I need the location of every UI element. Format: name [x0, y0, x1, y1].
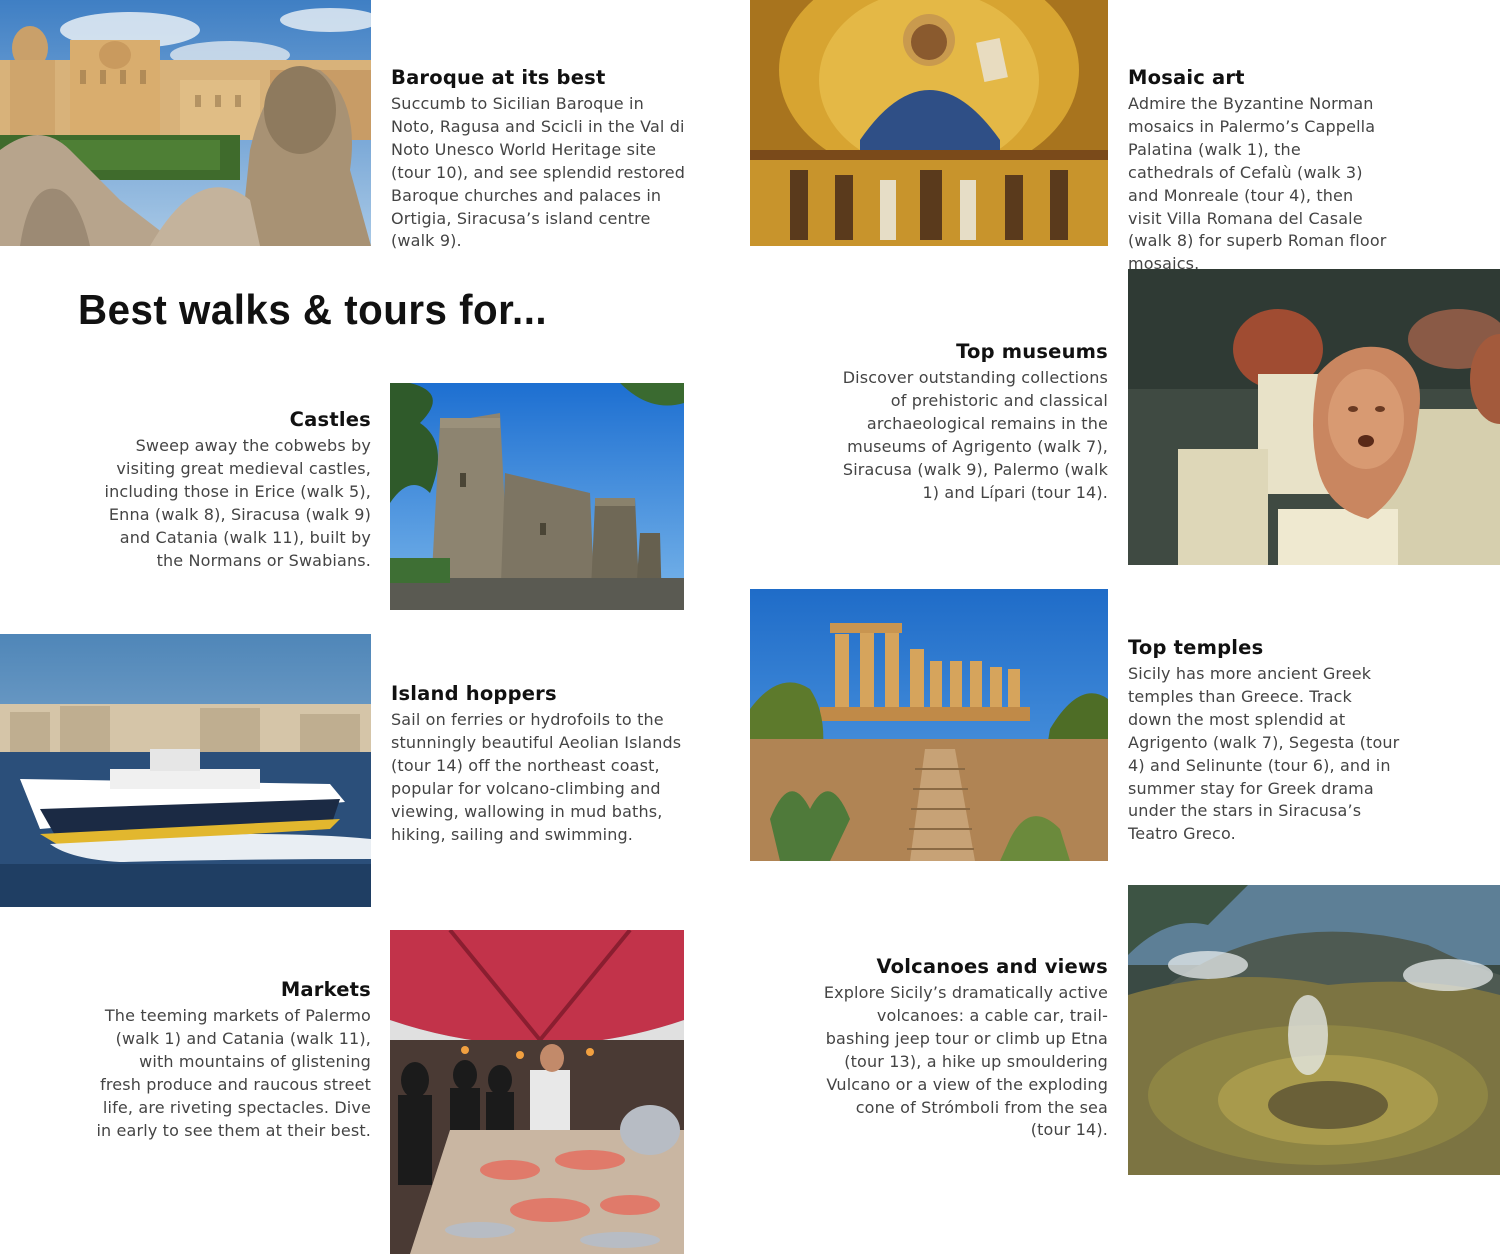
island-title: Island hoppers	[391, 682, 557, 705]
mosaic-title: Mosaic art	[1128, 66, 1245, 89]
ferry-photo	[0, 634, 371, 907]
baroque-section	[391, 66, 691, 253]
castles-title: Castles	[289, 408, 371, 431]
ferry-brand-text: LIBERTY lines	[128, 792, 190, 802]
island-section	[391, 682, 683, 846]
baroque-photo	[0, 0, 371, 246]
island-text: Sail on ferries or hydrofoils to the stunningly beautiful Aeolian Islands (tour 14) off the northeast coast, popular for volcano-climbing and viewing, wallowing in mud baths, hiking, sailing and swimming.	[391, 710, 682, 844]
mosaic-photo	[750, 0, 1108, 246]
temples-section	[1128, 636, 1400, 846]
volcano-photo	[1128, 885, 1500, 1175]
museums-text: Discover outstanding collections of prehistoric and classical archaeological remains in the museums of Agrigento (walk 7), Siracusa (walk 9), Palermo (walk 1) and Lípari (tour 14).	[842, 368, 1108, 502]
markets-section	[96, 978, 371, 1142]
market-photo	[390, 930, 684, 1254]
castle-photo	[390, 383, 684, 610]
volcanoes-section	[818, 955, 1108, 1142]
mosaic-text: Admire the Byzantine Norman mosaics in Palermo’s Cappella Palatina (walk 1), the cathedrals of Cefalù (walk 3) and Monreale (tour 4), then visit Villa Romana del Casale (walk 8) for superb Roman floor mosaics.	[1128, 94, 1387, 274]
baroque-text: Succumb to Sicilian Baroque in Noto, Ragusa and Scicli in the Val di Noto Unesco World Heritage site (tour 10), and see splendid restored Baroque churches and palaces in Ortigia, Siracusa’s island centre (walk 9).	[391, 94, 686, 251]
castles-text: Sweep away the cobwebs by visiting great medieval castles, including those in Erice (walk 5), Enna (walk 8), Siracusa (walk 9) and Catania (walk 11), built by the Normans or Swabians.	[104, 436, 371, 570]
volcanoes-title: Volcanoes and views	[876, 955, 1108, 978]
castles-section	[104, 408, 371, 572]
museums-title: Top museums	[956, 340, 1108, 363]
temples-text: Sicily has more ancient Greek temples than Greece. Track down the most splendid at Agrigento (walk 7), Segesta (tour 4) and Selinunte (tour 6), and in summer stay for Greek drama under the stars in Siracusa’s Teatro Greco.	[1128, 664, 1400, 844]
temple-photo	[750, 589, 1108, 861]
baroque-title: Baroque at its best	[391, 66, 606, 89]
markets-text: The teeming markets of Palermo (walk 1) and Catania (walk 11), with mountains of glistening fresh produce and raucous street life, are riveting spectacles. Dive in early to see them at their best.	[96, 1006, 371, 1140]
museums-section	[838, 340, 1108, 504]
temples-title: Top temples	[1128, 636, 1264, 659]
volcanoes-text: Explore Sicily’s dramatically active volcanoes: a cable car, trail-bashing jeep tour or climb up Etna (tour 13), a hike up smouldering Vulcano or a view of the exploding cone of Strómboli from the sea (tour 14).	[823, 983, 1108, 1140]
page-title: Best walks & tours for...	[78, 286, 548, 333]
mosaic-section	[1128, 66, 1390, 276]
museum-photo	[1128, 269, 1500, 565]
markets-title: Markets	[280, 978, 371, 1001]
